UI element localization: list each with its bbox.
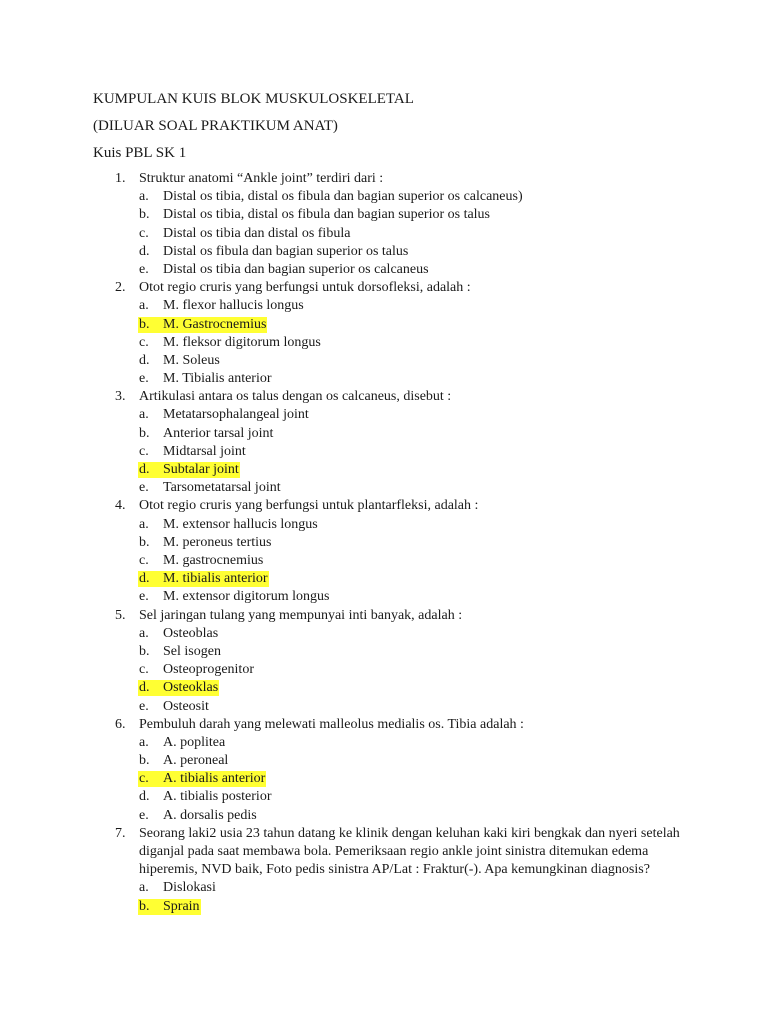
option-text: Metatarsophalangeal joint bbox=[163, 407, 309, 423]
highlighted-answer-option bbox=[139, 679, 693, 697]
option-letter: d. bbox=[139, 352, 150, 368]
option-letter: a. bbox=[139, 734, 149, 750]
answer-option bbox=[139, 879, 693, 897]
answer-option bbox=[139, 479, 693, 497]
option-text: M. tibialis anterior bbox=[163, 571, 268, 587]
answer-option bbox=[139, 752, 693, 770]
option-letter: a. bbox=[139, 880, 149, 896]
document-heading bbox=[93, 86, 414, 167]
question-text: Otot regio cruris yang berfungsi untuk dorsofleksi, adalah : bbox=[139, 280, 471, 296]
option-text: M. flexor hallucis longus bbox=[163, 298, 304, 314]
option-text: Distal os tibia dan bagian superior os calcaneus bbox=[163, 261, 429, 277]
option-letter: d. bbox=[139, 680, 150, 696]
answer-option bbox=[139, 443, 693, 461]
option-list bbox=[139, 516, 693, 607]
document-title: KUMPULAN KUIS BLOK MUSKULOSKELETAL bbox=[93, 91, 414, 107]
option-letter: a. bbox=[139, 516, 149, 532]
option-text: Osteosit bbox=[163, 698, 209, 714]
answer-option bbox=[139, 206, 693, 224]
option-letter: e. bbox=[139, 589, 149, 605]
option-text: Sel isogen bbox=[163, 643, 221, 659]
highlighted-answer-option bbox=[139, 770, 693, 788]
option-list bbox=[139, 297, 693, 388]
question-number: 2. bbox=[115, 280, 126, 296]
option-letter: c. bbox=[139, 771, 149, 787]
option-letter: a. bbox=[139, 625, 149, 641]
option-letter: c. bbox=[139, 443, 149, 459]
option-text: M. gastrocnemius bbox=[163, 553, 264, 568]
option-letter: e. bbox=[139, 371, 149, 387]
option-letter: d. bbox=[139, 243, 150, 259]
option-letter: a. bbox=[139, 189, 149, 205]
question-number: 7. bbox=[115, 825, 126, 841]
section-title: Kuis PBL SK 1 bbox=[93, 145, 187, 161]
option-text: M. Soleus bbox=[163, 352, 220, 368]
question-list bbox=[93, 170, 693, 916]
question-number: 4. bbox=[115, 498, 126, 514]
option-text: M. Gastrocnemius bbox=[163, 316, 267, 332]
option-text: M. Tibialis anterior bbox=[163, 371, 272, 387]
option-text: Osteoblas bbox=[163, 625, 219, 641]
answer-option bbox=[139, 588, 693, 606]
answer-option bbox=[139, 661, 693, 679]
option-text: M. peroneus tertius bbox=[163, 534, 272, 550]
option-list bbox=[139, 625, 693, 716]
option-letter: e. bbox=[139, 261, 149, 277]
question-number: 1. bbox=[115, 171, 126, 186]
answer-option bbox=[139, 188, 693, 206]
answer-option bbox=[139, 788, 693, 806]
option-text: Osteoprogenitor bbox=[163, 662, 254, 678]
option-text: Osteoklas bbox=[163, 680, 219, 696]
option-letter: c. bbox=[139, 334, 149, 350]
option-text: Tarsometatarsal joint bbox=[163, 480, 281, 496]
highlighted-answer-option bbox=[139, 461, 693, 479]
option-text: Distal os fibula dan bagian superior os talus bbox=[163, 243, 409, 259]
option-letter: c. bbox=[139, 553, 149, 568]
option-list bbox=[139, 734, 693, 825]
question-text: Seorang laki2 usia 23 tahun datang ke klinik dengan keluhan kaki kiri bengkak dan nyeri setelah diganjal pada saat membawa bola. Pemeriksaan regio ankle joint sinistra ditemukan edema hiperemis, NVD baik, Foto pedis sinistra AP/Lat : Fraktur(-). Apa kemungkinan diagnosis? bbox=[139, 825, 680, 878]
option-text: Distal os tibia, distal os fibula dan bagian superior os calcaneus) bbox=[163, 189, 523, 205]
option-letter: b. bbox=[139, 643, 150, 659]
answer-option bbox=[139, 334, 693, 352]
question-text: Pembuluh darah yang melewati malleolus medialis os. Tibia adalah : bbox=[139, 716, 524, 732]
answer-option bbox=[139, 225, 693, 243]
option-letter: b. bbox=[139, 753, 150, 769]
question-text: Struktur anatomi “Ankle joint” terdiri dari : bbox=[139, 171, 384, 186]
answer-option bbox=[139, 698, 693, 716]
document-subtitle: (DILUAR SOAL PRAKTIKUM ANAT) bbox=[93, 118, 338, 134]
option-letter: c. bbox=[139, 662, 149, 678]
question-text: Sel jaringan tulang yang mempunyai inti banyak, adalah : bbox=[139, 607, 463, 623]
option-letter: d. bbox=[139, 462, 150, 478]
option-letter: c. bbox=[139, 225, 149, 241]
question-item bbox=[93, 497, 693, 606]
answer-option bbox=[139, 425, 693, 443]
option-text: Subtalar joint bbox=[163, 462, 239, 478]
option-letter: a. bbox=[139, 407, 149, 423]
option-text: A. tibialis anterior bbox=[163, 771, 266, 787]
option-text: M. fleksor digitorum longus bbox=[163, 334, 321, 350]
answer-option bbox=[139, 807, 693, 825]
highlighted-answer-option bbox=[139, 316, 693, 334]
option-letter: d. bbox=[139, 571, 150, 587]
question-item bbox=[93, 170, 693, 279]
question-number: 5. bbox=[115, 607, 126, 623]
question-item bbox=[93, 279, 693, 388]
option-text: A. peroneal bbox=[163, 753, 229, 769]
option-text: Distal os tibia, distal os fibula dan bagian superior os talus bbox=[163, 207, 491, 223]
answer-option bbox=[139, 552, 693, 570]
answer-option bbox=[139, 352, 693, 370]
question-text: Artikulasi antara os talus dengan os calcaneus, disebut : bbox=[139, 389, 452, 405]
option-list bbox=[139, 879, 693, 915]
option-letter: e. bbox=[139, 480, 149, 496]
option-letter: a. bbox=[139, 298, 149, 314]
answer-option bbox=[139, 261, 693, 279]
answer-option bbox=[139, 625, 693, 643]
answer-option bbox=[139, 643, 693, 661]
question-item bbox=[93, 607, 693, 716]
highlighted-answer-option bbox=[139, 570, 693, 588]
answer-option bbox=[139, 734, 693, 752]
answer-option bbox=[139, 370, 693, 388]
option-letter: e. bbox=[139, 807, 149, 823]
answer-option bbox=[139, 406, 693, 424]
option-text: M. extensor digitorum longus bbox=[163, 589, 330, 605]
question-item bbox=[93, 716, 693, 825]
answer-option bbox=[139, 297, 693, 315]
option-text: A. poplitea bbox=[163, 734, 226, 750]
option-text: A. dorsalis pedis bbox=[163, 807, 257, 823]
question-number: 6. bbox=[115, 716, 126, 732]
question-text: Otot regio cruris yang berfungsi untuk plantarfleksi, adalah : bbox=[139, 498, 479, 514]
option-letter: b. bbox=[139, 425, 150, 441]
option-text: Anterior tarsal joint bbox=[163, 425, 274, 441]
question-item bbox=[93, 388, 693, 497]
option-text: Distal os tibia dan distal os fibula bbox=[163, 225, 351, 241]
highlighted-answer-option bbox=[139, 898, 693, 916]
option-letter: b. bbox=[139, 316, 150, 332]
option-letter: e. bbox=[139, 698, 149, 714]
option-letter: b. bbox=[139, 207, 150, 223]
option-list bbox=[139, 188, 693, 279]
answer-option bbox=[139, 534, 693, 552]
option-text: Midtarsal joint bbox=[163, 443, 246, 459]
option-text: Sprain bbox=[163, 898, 200, 914]
option-letter: d. bbox=[139, 789, 150, 805]
option-list bbox=[139, 406, 693, 497]
option-text: Dislokasi bbox=[163, 880, 216, 896]
answer-option bbox=[139, 243, 693, 261]
option-text: A. tibialis posterior bbox=[163, 789, 272, 805]
option-text: M. extensor hallucis longus bbox=[163, 516, 318, 532]
answer-option bbox=[139, 516, 693, 534]
option-letter: b. bbox=[139, 898, 150, 914]
question-number: 3. bbox=[115, 389, 126, 405]
option-letter: b. bbox=[139, 534, 150, 550]
question-item bbox=[93, 825, 693, 916]
